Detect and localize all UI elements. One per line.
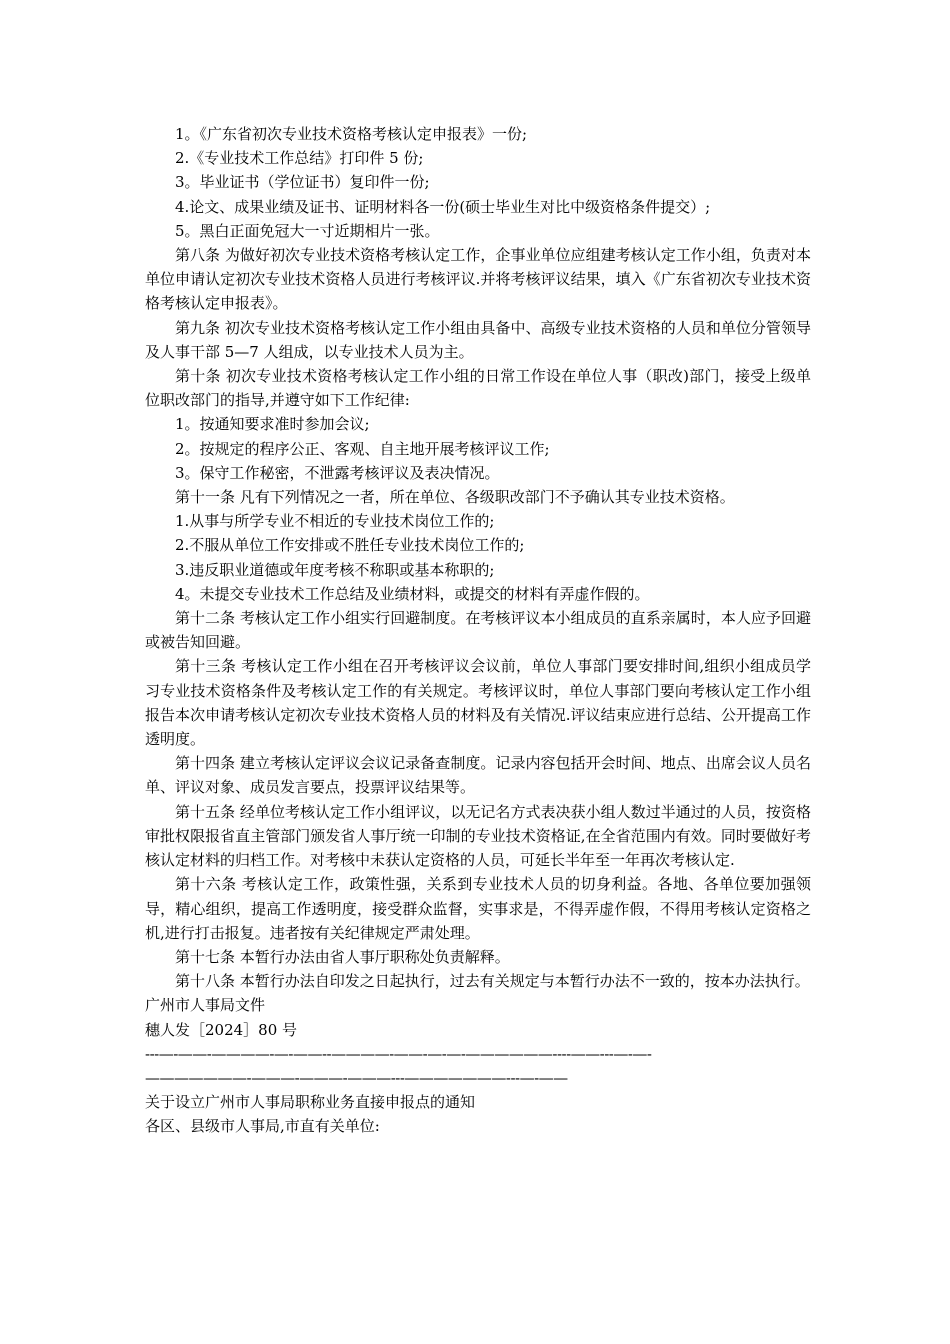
notice-heading bbox=[145, 1090, 811, 1138]
separator-line-2: ———————-———-———-———---———————---—-—— bbox=[145, 1068, 568, 1087]
closing-line: 各区、县级市人事局,市直有关单位: bbox=[145, 1117, 380, 1136]
paragraph: 第十条 初次专业技术资格考核认定工作小组的日常工作设在单位人事（职改)部门，接受上级单位职改部门的指导,并遵守如下工作纪律: bbox=[145, 367, 811, 410]
paragraph: 第九条 初次专业技术资格考核认定工作小组由具备中、高级专业技术资格的人员和单位分管领导及人事干部 5—7 人组成，以专业技术人员为主。 bbox=[145, 318, 811, 361]
closing-line: 关于设立广州市人事局职称业务直接申报点的通知 bbox=[145, 1093, 476, 1112]
paragraph: 第十一条 凡有下列情况之一者，所在单位、各级职改部门不予确认其专业技术资格。 bbox=[175, 488, 735, 507]
paragraph: 3.违反职业道德或年度考核不称职或基本称职的; bbox=[175, 560, 495, 579]
paragraph-list bbox=[145, 122, 811, 1042]
paragraph: 3。毕业证书（学位证书）复印件一份; bbox=[175, 173, 430, 192]
paragraph: 2。按规定的程序公正、客观、自主地开展考核评议工作; bbox=[175, 439, 550, 458]
separator-line-1: ---—-——-————-—-——--————-——-—-—-——————----——---—-—- bbox=[145, 1044, 652, 1063]
paragraph: 第十五条 经单位考核认定工作小组评议，以无记名方式表决获小组人数过半通过的人员，按资格审批权限报省直主管部门颁发省人事厅统一印制的专业技术资格证,在全省范围内有效。同时要做好考核认定材料的归档工作。对考核中未获认定资格的人员，可延长半年至一年再次考核认定. bbox=[145, 802, 811, 870]
paragraph: 1。《广东省初次专业技术资格考核认定申报表》一份; bbox=[175, 125, 528, 143]
paragraph: 第十七条 本暂行办法由省人事厅职称处负责解释。 bbox=[175, 947, 510, 966]
paragraph: 1.从事与所学专业不相近的专业技术岗位工作的; bbox=[175, 512, 495, 531]
paragraph: 第十八条 本暂行办法自印发之日起执行，过去有关规定与本暂行办法不一致的，按本办法执行。 bbox=[175, 972, 810, 991]
paragraph: 4。未提交专业技术工作总结及业绩材料，或提交的材料有弄虚作假的。 bbox=[175, 584, 650, 603]
paragraph: 5。黑白正面免冠大一寸近期相片一张。 bbox=[175, 221, 440, 240]
paragraph: 第十三条 考核认定工作小组在召开考核评议会议前，单位人事部门要安排时间,组织小组成员学习专业技术资格条件及考核认定工作的有关规定。考核评议时，单位人事部门要向考核认定工作小组报告本次申请考核认定初次专业技术资格人员的材料及有关情况.评议结束应进行总结、公开提高工作透明度。 bbox=[145, 657, 811, 749]
paragraph: 4.论文、成果业绩及证书、证明材料各一份(硕士毕业生对比中级资格条件提交）; bbox=[175, 197, 711, 216]
paragraph: 第十六条 考核认定工作，政策性强，关系到专业技术人员的切身利益。各地、各单位要加强领导，精心组织，提高工作透明度，接受群众监督，实事求是，不得弄虚作假，不得用考核认定资格之机,进行打击报复。违者按有关纪律规定严肃处理。 bbox=[145, 875, 811, 942]
paragraph: 穗人发［2024］80 号 bbox=[145, 1020, 298, 1039]
paragraph: 3。保守工作秘密，不泄露考核评议及表决情况。 bbox=[175, 463, 500, 482]
paragraph: 1。按通知要求准时参加会议; bbox=[175, 415, 370, 434]
paragraph: 2.《专业技术工作总结》打印件 5 份; bbox=[175, 149, 424, 168]
paragraph: 2.不服从单位工作安排或不胜任专业技术岗位工作的; bbox=[175, 536, 525, 555]
paragraph: 广州市人事局文件 bbox=[145, 996, 266, 1015]
document-body bbox=[145, 122, 811, 1139]
paragraph: 第八条 为做好初次专业技术资格考核认定工作，企事业单位应组建考核认定工作小组，负责对本单位申请认定初次专业技术资格人员进行考核评议.并将考核评议结果，填入《广东省初次专业技术资格考核认定申报表》。 bbox=[145, 246, 811, 313]
paragraph: 第十二条 考核认定工作小组实行回避制度。在考核评议本小组成员的直系亲属时，本人应予回避或被告知回避。 bbox=[145, 609, 811, 652]
paragraph: 第十四条 建立考核认定评议会议记录备查制度。记录内容包括开会时间、地点、出席会议人员名单、评议对象、成员发言要点，投票评议结果等。 bbox=[145, 754, 811, 797]
